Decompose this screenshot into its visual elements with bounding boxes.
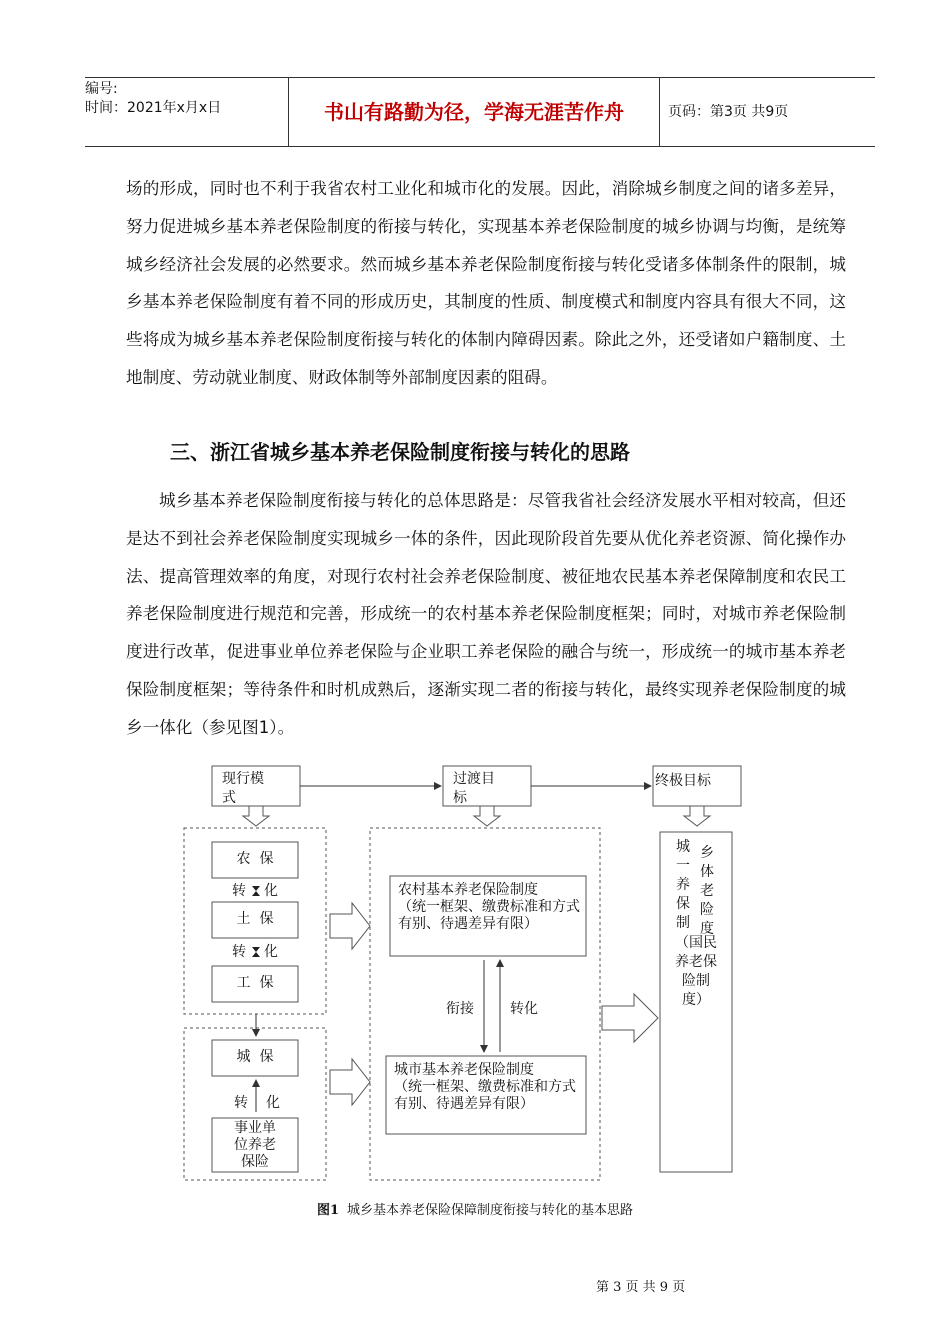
body-paragraph-1: 场的形成，同时也不利于我省农村工业化和城市化的发展。因此，消除城乡制度之间的诸多差异，努力促进城乡基本养老保险制度的衔接与转化，实现基本养老保险制度的城乡协调与均衡，是统筹城乡经济社会发展的必然要求。然而城乡基本养老保险制度衔接与转化受诸多体制条件的限制，城乡基本养老保险制度有着不同的形成历史，其制度的性质、制度模式和制度内容具有很大不同，这些将成为城乡基本养老保险制度衔接与转化的体制内障碍因素。除此之外，还受诸如户籍制度、土地制度、劳动就业制度、财政体制等外部制度因素的阻碍。 — [126, 179, 846, 387]
doc-number-label: 编号: — [85, 81, 118, 97]
figure-caption — [0, 1199, 950, 1218]
caption-text: 城乡基本养老保险保障制度衔接与转化的基本思路 — [347, 1203, 634, 1218]
rural-system-title: 农村基本养老保险制度 — [398, 882, 538, 898]
gongbao-label: 工 保 — [236, 975, 274, 991]
tubao-label: 土 保 — [236, 911, 274, 927]
chengbao-label: 城 保 — [236, 1049, 274, 1065]
down-arrow-1 — [243, 806, 269, 826]
urban-system-text — [394, 1062, 580, 1113]
stage-transition-label: 过渡目 标 — [453, 771, 495, 806]
header-page-label: 页码：第3页 共9页 — [668, 104, 789, 120]
final-col-2: 乡 体 老 险 度 — [700, 845, 714, 937]
right-arrow-3 — [602, 994, 658, 1042]
zhuanhua-3-right: 化 — [266, 1095, 280, 1111]
body-paragraph-2: 城乡基本养老保险制度衔接与转化的总体思路是：尽管我省社会经济发展水平相对较高，但还是达不到社会养老保险制度实现城乡一体的条件，因此现阶段首先要从优化养老资源、简化操作办法、提高管理效率的角度，对现行农村社会养老保险制度、被征地农民基本养老保障制度和农民工养老保险制度进行规范和完善，形成统一的农村基本养老保险制度框架；同时，对城市养老保险制度进行改革，促进事业单位养老保险与企业职工养老保险的融合与统一，形成统一的城市基本养老保险制度框架；等待条件和时机成熟后，逐渐实现二者的衔接与转化，最终实现养老保险制度的城乡一体化（参见图1）。 — [126, 491, 846, 737]
stage-current-label: 现行模 式 — [222, 771, 264, 806]
right-arrow-2 — [330, 1059, 370, 1105]
final-col-1: 城 一 养 保 制 — [676, 839, 690, 931]
urban-system-title: 城市基本养老保险制度 — [394, 1062, 534, 1078]
down-arrow-3 — [684, 806, 710, 826]
zhuanhua-1-left: 转 — [232, 883, 246, 899]
urban-system-detail: （统一框架、缴费标准和方式有别、待遇差异有限） — [394, 1079, 576, 1112]
down-arrow-2 — [474, 806, 500, 826]
right-arrow-1 — [330, 903, 370, 949]
zhuanhua-1-right: 化 — [264, 883, 278, 899]
header-motto: 书山有路勤为径，学海无涯苦作舟 — [288, 78, 660, 146]
rural-system-detail: （统一框架、缴费标准和方式有别、待遇差异有限） — [398, 899, 580, 932]
shiye-label: 事业单 位养老 保险 — [234, 1120, 276, 1170]
transition-group-dashed — [370, 828, 600, 1180]
page-footer: 第 3 页 共 9 页 — [596, 1280, 686, 1295]
xianjie-label: 衔接 — [446, 1001, 474, 1017]
rural-system-text — [398, 882, 580, 933]
doc-time-label: 时间：2021年x月x日 — [85, 100, 222, 116]
zhuanhua-3-left: 转 — [234, 1095, 248, 1111]
zhuanhua-2-right: 化 — [264, 944, 278, 960]
final-note: （国民 养老保 险制 度） — [675, 935, 717, 1008]
zhuanhua-mid-label: 转化 — [510, 1001, 538, 1017]
stage-final-label: 终极目标 — [655, 773, 711, 789]
section-heading: 三、浙江省城乡基本养老保险制度衔接与转化的思路 — [170, 440, 630, 464]
nongbao-label: 农 保 — [236, 851, 274, 867]
caption-number: 图1 — [316, 1203, 340, 1218]
zhuanhua-2-left: 转 — [232, 944, 246, 960]
